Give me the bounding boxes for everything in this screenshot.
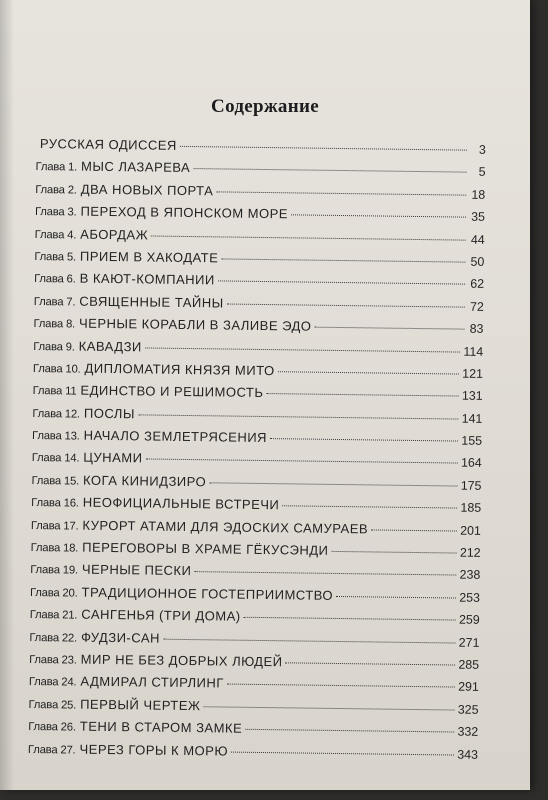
page-number: 83 [469,321,484,336]
chapter-title: ФУДЗИ-САН [80,629,161,646]
chapter-title: ЧЕРНЫЕ ПЕСКИ [81,562,192,579]
page-number: 332 [457,724,479,739]
page-number: 285 [458,657,480,672]
chapter-title: ТРАДИЦИОННОЕ ГОСТЕПРИИМСТВО [81,584,334,603]
chapter-label: Глава 25. [28,698,77,712]
dot-leader [244,617,456,621]
dot-leader [227,684,455,688]
chapter-title: АБОРДАЖ [80,226,149,243]
dot-leader [163,638,456,643]
chapter-title: ЧЕРНЫЕ КОРАБЛИ В ЗАЛИВЕ ЭДО [78,315,312,334]
dot-leader [314,327,464,330]
chapter-label: Глава 1. [35,161,78,174]
dot-leader [145,459,458,464]
chapter-label: Глава 11 [32,385,77,398]
chapter-label: Глава 9. [33,340,75,354]
chapter-label: Глава 12. [32,407,81,421]
chapter-title: КОГА КИНИДЗИРО [82,472,207,490]
page-number: 164 [460,456,482,471]
chapter-label: Глава 17. [30,519,79,533]
chapter-label: Глава 22. [29,631,78,645]
chapter-label: Глава 20. [29,586,78,600]
dot-leader [194,572,456,576]
dot-leader [138,414,459,419]
chapter-label: Глава 4. [34,228,77,242]
dot-leader [331,551,456,554]
dot-leader [209,482,458,486]
chapter-label: Глава 10. [32,362,81,376]
page-number: 141 [461,411,483,426]
chapter-title: ПЕРЕГОВОРЫ В ХРАМЕ ГЁКУСЭНДИ [82,539,329,558]
page-number: 201 [460,523,481,538]
dot-leader [180,146,467,151]
chapter-title: РУССКАЯ ОДИССЕЯ [39,136,177,153]
page-number: 50 [470,254,485,269]
dot-leader [227,303,465,307]
page-number: 175 [460,478,482,493]
dot-leader [221,258,465,262]
page-number: 5 [478,165,486,180]
dot-leader [270,438,458,441]
chapter-label: Глава 15. [31,474,80,488]
chapter-label: Глава 14. [31,452,80,466]
page-number: 238 [459,568,481,583]
table-of-contents [28,136,486,769]
page-number: 185 [460,500,482,516]
chapter-title: АДМИРАЛ СТИРЛИНГ [80,674,224,691]
page-number: 35 [471,209,486,225]
page-number: 131 [461,388,483,404]
page-number: 259 [458,612,480,628]
chapter-title: НЕОФИЦИАЛЬНЫЕ ВСТРЕЧИ [82,494,280,513]
chapter-label: Глава 19. [30,564,78,578]
chapter-title: ПОСЛЫ [83,405,135,422]
chapter-title: ПЕРЕХОД В ЯПОНСКОМ МОРЕ [80,203,289,222]
dot-leader [145,347,461,352]
dot-leader [218,281,465,285]
toc-heading: Содержание [211,96,319,117]
page-number: 325 [457,702,479,717]
page-number: 271 [458,635,480,650]
page-number: 121 [462,366,484,381]
dot-leader [203,706,454,710]
chapter-title: КАВАДЗИ [78,338,142,354]
chapter-label: Глава 5. [34,250,76,264]
chapter-label: Глава 13. [31,430,80,443]
page-number: 114 [463,344,484,359]
chapter-title: СВЯЩЕННЫЕ ТАЙНЫ [79,293,224,311]
chapter-title: ТЕНИ В СТАРОМ ЗАМКЕ [79,718,243,736]
dot-leader [245,729,454,733]
page-number: 3 [478,142,486,157]
chapter-label: Глава 2. [35,183,77,197]
page-fold-shadow [0,0,14,790]
chapter-label: Глава 18. [30,541,79,555]
chapter-title: МЫС ЛАЗАРЕВА [80,158,191,176]
chapter-title: ДИПЛОМАТИЯ КНЯЗЯ МИТО [84,360,275,379]
page-number: 18 [471,187,486,202]
dot-leader [151,235,466,240]
chapter-title: В КАЮТ-КОМПАНИИ [79,270,215,288]
chapter-label: Глава 8. [33,318,76,331]
chapter-label: Глава 6. [34,273,76,286]
chapter-label: Глава 26. [28,721,76,734]
dot-leader [286,662,456,665]
chapter-label: Глава 24. [28,676,77,689]
chapter-title: ЕДИНСТВО И РЕШИМОСТЬ [80,382,264,401]
page-number: 253 [459,590,481,605]
dot-leader [278,371,460,374]
chapter-label: Глава 27. [27,743,76,757]
chapter-title: НАЧАЛО ЗЕМЛЕТРЯСЕНИЯ [83,427,268,446]
chapter-title: ЦУНАМИ [83,450,143,466]
page-number: 343 [457,747,479,762]
dot-leader [336,596,456,599]
chapter-label: Глава 21. [29,609,78,622]
chapter-title: ДВА НОВЫХ ПОРТА [80,181,214,199]
chapter-title: ПРИЕМ В ХАКОДАТЕ [79,248,219,266]
page-number: 291 [458,679,479,695]
chapter-label: Глава 3. [34,206,77,219]
dot-leader [371,529,457,531]
chapter-title: ПЕРВЫЙ ЧЕРТЕЖ [80,696,201,713]
chapter-title: ЧЕРЕЗ ГОРЫ К МОРЮ [79,741,229,759]
chapter-label: Глава 16. [31,497,79,510]
chapter-label: Глава 23. [29,653,77,667]
dot-leader [231,751,454,755]
dot-leader [291,215,466,218]
chapter-label: Глава 7. [33,295,76,309]
dot-leader [216,191,466,195]
page-number: 62 [470,277,485,292]
chapter-title: МИР НЕ БЕЗ ДОБРЫХ ЛЮДЕЙ [80,651,283,670]
page-number: 72 [469,299,484,314]
chapter-title: САНГЕНЬЯ (ТРИ ДОМА) [81,606,241,624]
page-number: 44 [470,232,485,247]
page-number: 212 [459,545,481,560]
chapter-title: КУРОРТ АТАМИ ДЛЯ ЭДОСКИХ САМУРАЕВ [82,517,369,537]
toc-entry [28,740,478,768]
dot-leader [266,393,459,397]
page-number: 155 [461,433,483,448]
dot-leader [193,168,466,173]
dot-leader [282,506,457,509]
